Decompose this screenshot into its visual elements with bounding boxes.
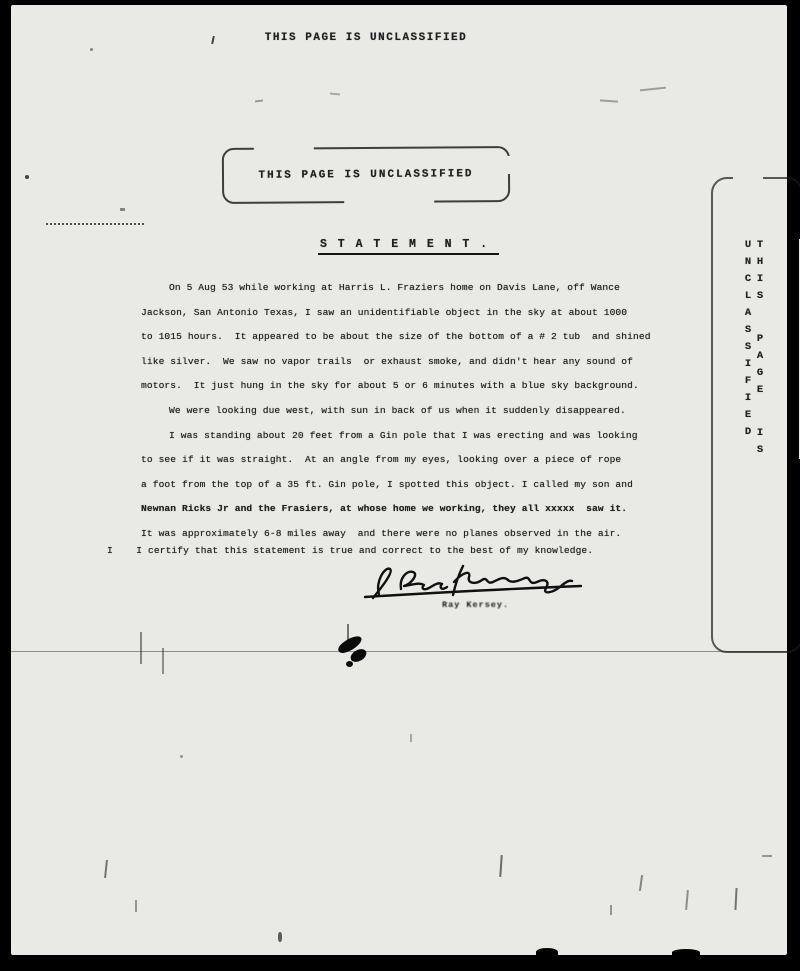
- statement-line: like silver. We saw no vapor trails or exhaust smoke, and didn't hear any sound of: [141, 355, 634, 367]
- statement-line: to see if it was straight. At an angle from my eyes, looking over a piece of rope: [141, 454, 622, 466]
- paper-speck: [347, 624, 349, 640]
- statement-line: Newnan Ricks Jr and the Frasiers, at whose home we working, they all xxxxx saw it.: [141, 503, 628, 515]
- dotted-scratch-mark: [46, 223, 144, 227]
- side-unclassified-text: THIS PAGE IS UNCLASSIFIED: [742, 239, 766, 461]
- statement-heading: S T A T E M E N T .: [318, 238, 499, 255]
- statement-line: motors. It just hung in the sky for about 5 or 6 minutes with a blue sky background.: [141, 380, 639, 392]
- statement-line: a foot from the top of a 35 ft. Gin pole, I spotted this object. I called my son and: [141, 478, 634, 490]
- paper-speck: [410, 734, 412, 742]
- statement-line: I was standing about 20 feet from a Gin pole that I was erecting and was looking: [169, 429, 638, 441]
- paper-speck: [25, 175, 29, 179]
- stamp-border-fade: [344, 200, 434, 205]
- statement-line: On 5 Aug 53 while working at Harris L. Fraziers home on Davis Lane, off Wance: [169, 282, 621, 293]
- unclassified-stamp-text: THIS PAGE IS UNCLASSIFIED: [258, 168, 474, 182]
- paper-speck: [140, 632, 142, 664]
- paper-speck: [135, 900, 137, 912]
- stamp-border-fade: [507, 156, 511, 174]
- paper-speck: [90, 48, 93, 51]
- top-unclassified-banner: THIS PAGE IS UNCLASSIFIED: [264, 32, 468, 44]
- statement-line: I I certify that this statement is true and correct to the best of my knowledge.: [107, 544, 594, 556]
- paper-speck: [610, 905, 612, 915]
- paper-speck: [180, 755, 183, 758]
- statement-line: Jackson, San Antonio Texas, I saw an unidentifiable object in the sky at about 1000: [141, 306, 628, 318]
- paper-speck: [162, 648, 164, 674]
- paper-sheet: [11, 5, 787, 955]
- statement-body: [107, 282, 651, 562]
- unclassified-stamp-box: [222, 146, 510, 204]
- stamp-border-fade: [254, 146, 314, 150]
- signature-typed-name: Ray Kersey.: [442, 600, 510, 610]
- side-unclassified-stamp: [711, 177, 800, 653]
- paper-speck: [278, 932, 282, 942]
- paper-speck: [120, 208, 125, 211]
- scan-edge-bump: [536, 948, 558, 956]
- statement-line: It was approximately 6-8 miles away and there were no planes observed in the air.: [141, 527, 622, 539]
- statement-line: We were looking due west, with sun in back of us when it suddenly disappeared.: [169, 404, 626, 416]
- statement-line: to 1015 hours. It appeared to be about the size of the bottom of a # 2 tub and shined: [141, 331, 651, 343]
- scan-edge-bump: [672, 949, 700, 956]
- paper-speck: [762, 855, 772, 857]
- stamp-border-fade: [733, 176, 763, 180]
- ink-blot: [346, 661, 353, 667]
- fold-crease-line: [11, 651, 787, 652]
